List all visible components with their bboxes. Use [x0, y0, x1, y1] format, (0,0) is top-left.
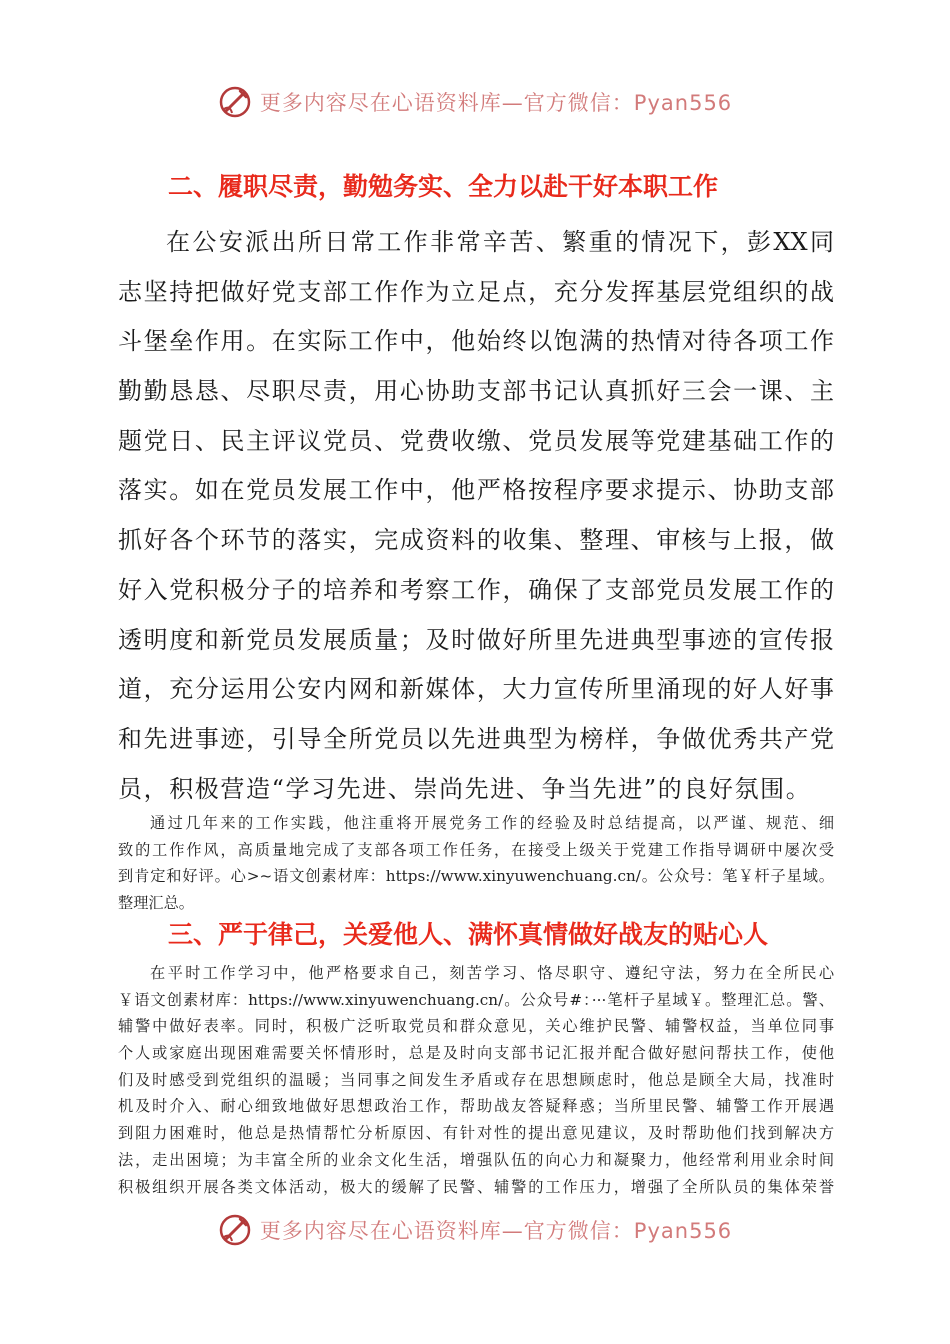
paragraph-line: 落实。如在党员发展工作中，他严格按程序要求提示、协助支部 [118, 476, 834, 505]
paragraph-line: ￥语文创素材库：https://www.xinyuwenchuang.cn/。公众号#：···笔杆子星域￥。整理汇总。警、 [118, 990, 834, 1009]
paragraph-line: 和先进事迹，引导全所党员以先进典型为榜样，争做优秀共产党 [118, 724, 834, 753]
pen-logo-icon [218, 85, 252, 119]
paragraph-line: 志坚持把做好党支部工作作为立足点，充分发挥基层党组织的战 [118, 277, 834, 306]
paragraph-line: 员，积极营造“学习先进、崇尚先进、争当先进”的良好氛围。 [118, 774, 812, 803]
paragraph-line: 题党日、民主评议党员、党费收缴、党员发展等党建基础工作的 [118, 426, 834, 455]
paragraph-line: 好入党积极分子的培养和考察工作，确保了支部党员发展工作的 [118, 575, 834, 604]
paragraph-line: 透明度和新党员发展质量；及时做好所里先进典型事迹的宣传报 [118, 625, 834, 654]
pen-logo-icon [218, 1213, 252, 1247]
paragraph-line: 抓好各个环节的落实，完成资料的收集、整理、审核与上报，做 [118, 526, 834, 555]
section-heading-3: 三、严于律己，关爱他人、满怀真情做好战友的贴心人 [168, 920, 769, 949]
summary-line: 到肯定和好评。心>~语文创素材库：https://www.xinyuwenchuang.cn/。公众号：笔￥杆子星域。 [118, 867, 834, 886]
paragraph-line: 勤勤恳恳、尽职尽责，用心协助支部书记认真抓好三会一课、主 [118, 377, 834, 406]
summary-line: 致的工作作风，高质量地完成了支部各项工作任务，在接受上级关于党建工作指导调研中屡次受 [118, 840, 834, 859]
paragraph-line: 们及时感受到党组织的温暖；当同事之间发生矛盾或存在思想顾虑时，他总是顾全大局，找准时 [118, 1070, 834, 1089]
banner-text: 更多内容尽在心语资料库—官方微信：Pyan556 [259, 1219, 733, 1243]
paragraph-line: 个人或家庭出现困难需要关怀情形时，总是及时向支部书记汇报并配合做好慰问帮扶工作，使他 [118, 1044, 834, 1063]
paragraph-line: 机及时介入、耐心细致地做好思想政治工作，帮助战友答疑释惑；当所里民警、辅警工作开展遇 [118, 1097, 834, 1116]
section2-summary [118, 810, 834, 917]
paragraph-line: 在公安派出所日常工作非常辛苦、繁重的情况下，彭XX同 [166, 228, 834, 256]
paragraph-line: 法，走出困境；为丰富全所的业余文化生活，增强队伍的向心力和凝聚力，他经常利用业余时间 [118, 1150, 834, 1169]
section3-paragraph [118, 960, 834, 1200]
summary-line: 整理汇总。 [118, 894, 194, 913]
header-banner [0, 80, 950, 124]
section-heading-2: 二、履职尽责，勤勉务实、全力以赴干好本职工作 [168, 172, 719, 201]
footer-banner [0, 1208, 950, 1252]
paragraph-line: 道，充分运用公安内网和新媒体，大力宣传所里涌现的好人好事 [118, 675, 834, 704]
paragraph-line: 积极组织开展各类文体活动，极大的缓解了民警、辅警的工作压力，增强了全所队员的集体荣誉 [118, 1177, 834, 1196]
paragraph-line: 在平时工作学习中，他严格要求自己，刻苦学习、恪尽职守、遵纪守法，努力在全所民心 [150, 964, 834, 982]
paragraph-line: 斗堡垒作用。在实际工作中，他始终以饱满的热情对待各项工作 [118, 327, 834, 356]
banner-text: 更多内容尽在心语资料库—官方微信：Pyan556 [259, 91, 733, 115]
summary-line: 通过几年来的工作实践，他注重将开展党务工作的经验及时总结提高，以严谨、规范、细 [150, 814, 834, 832]
paragraph-line: 到阻力困难时，他总是热情帮忙分析原因、有针对性的提出意见建议，及时帮助他们找到解决方 [118, 1124, 834, 1143]
paragraph-line: 辅警中做好表率。同时，积极广泛听取党员和群众意见，关心维护民警、辅警权益，当单位同事 [118, 1017, 834, 1036]
section2-paragraph [118, 218, 834, 814]
